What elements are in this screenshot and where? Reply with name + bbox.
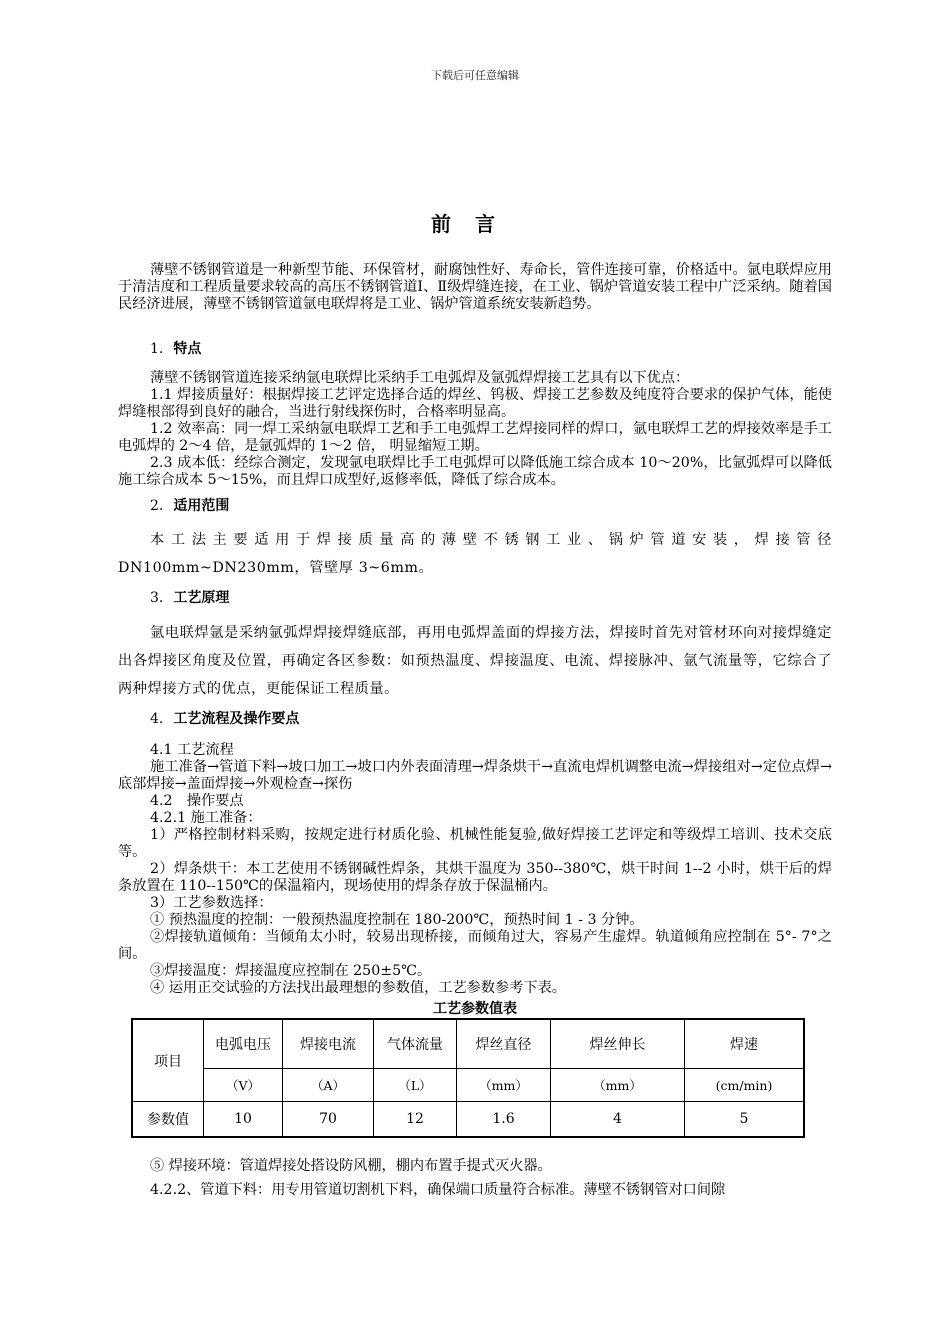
column-name-cell: 焊丝直径	[457, 1019, 551, 1069]
after-table-body	[118, 1154, 832, 1202]
unit-cell: （mm）	[457, 1069, 551, 1102]
section-4-body	[118, 742, 832, 997]
parameter-table	[131, 1018, 805, 1138]
section-1-number: 1.	[150, 341, 164, 357]
section-2-number: 2.	[150, 498, 164, 514]
table-header-row	[132, 1019, 804, 1069]
unit-cell: （L）	[374, 1069, 457, 1102]
column-name-cell: 焊接电流	[283, 1019, 374, 1069]
intro-text: 薄壁不锈钢管道是一种新型节能、环保管材，耐腐蚀性好、寿命长，管件连接可靠，价格适中。氩电联焊应用于清洁度和工程质量要求较高的高压不锈钢管道Ⅰ、Ⅱ级焊缝连接，在工业、锅炉管道安装工程中广泛采纳。随着国民经济进展，薄壁不锈钢管道氩电联焊将是工业、锅炉管道系统安装新趋势。	[118, 262, 832, 312]
unit-cell: （V）	[204, 1069, 283, 1102]
unit-cell: （A）	[283, 1069, 374, 1102]
section-3-number: 3.	[150, 590, 164, 606]
intro-paragraph	[118, 262, 832, 313]
preparation-heading: 4.2.1 施工准备：	[150, 810, 262, 826]
section-3-title: 工艺原理	[173, 590, 230, 606]
section-3-text: 氩电联焊氩是采纳氩弧焊焊接焊缝底部，再用电弧焊盖面的焊接方法，焊接时首先对管材环向对接焊缝定出各焊接区角度及位置，再确定各区参数：如预热温度、焊接温度、电流、焊接脉冲、氩气流量等，它综合了两种焊接方式的优点，更能保证工程质量。	[118, 625, 832, 697]
parameter-selection-heading: 3）工艺参数选择：	[150, 895, 273, 911]
parameter-item-1: ① 预热温度的控制：一般预热温度控制在 180-200℃，预热时间 1 - 3 分钟。	[150, 912, 644, 928]
value-label-cell: 参数值	[132, 1102, 204, 1138]
section-1-body	[118, 370, 832, 489]
section-4-title: 工艺流程及操作要点	[173, 711, 300, 727]
page-title: 前言	[431, 212, 519, 236]
parameter-item-2: ②焊接轨道倾角：当倾角太小时，较易出现桥接，而倾角过大，容易产生虚焊。轨道倾角应控制在 5°- 7°之间。	[118, 929, 832, 962]
cutting-paragraph: 4.2.2、管道下料：用专用管道切割机下料，确保端口质量符合标准。薄壁不锈钢管对口间隙	[150, 1182, 726, 1198]
section-1-item-1: 1.1 焊接质量好：根据焊接工艺评定选择合适的焊丝、钨极、焊接工艺参数及纯度符合要求的保护气体，能使焊缝根部得到良好的融合，当进行射线探伤时，合格率明显高。	[118, 387, 832, 420]
value-cell: 5	[685, 1102, 805, 1138]
section-4-heading	[150, 711, 299, 728]
section-1-item-2: 1.2 效率高：同一焊工采纳氩电联焊工艺和手工电弧焊工艺焊接同样的焊口，氩电联焊工艺的焊接效率是手工电弧焊的 2～4 倍，是氩弧焊的 1～2 倍， 明显缩短工期。	[118, 421, 832, 454]
column-name-cell: 气体流量	[374, 1019, 457, 1069]
column-name-cell: 焊速	[685, 1019, 805, 1069]
section-3-heading	[150, 590, 229, 607]
parameter-item-4: ④ 运用正交试验的方法找出最理想的参数值，工艺参数参考下表。	[150, 980, 566, 996]
section-1-title: 特点	[173, 341, 202, 357]
section-1-lead: 薄壁不锈钢管道连接采纳氩电联焊比采纳手工电弧焊及氩弧焊焊接工艺具有以下优点：	[150, 370, 690, 386]
value-cell: 10	[204, 1102, 283, 1138]
section-1-item-3: 2.3 成本低：经综合测定，发现氩电联焊比手工电弧焊可以降低施工综合成本 10～20%，比氩弧焊可以降低施工综合成本 5～15%，而且焊口成型好,返修率低，降低了综合成本。	[118, 455, 832, 488]
column-name-cell: 电弧电压	[204, 1019, 283, 1069]
parameter-item-3: ③焊接温度：焊接温度应控制在 250±5℃。	[150, 963, 432, 979]
table-unit-row	[132, 1069, 804, 1102]
section-3-body	[118, 619, 832, 703]
value-cell: 1.6	[457, 1102, 551, 1138]
section-2-body	[118, 526, 832, 582]
process-flow-heading: 4.1 工艺流程	[150, 742, 234, 758]
process-flow-text: 施工准备→管道下料→坡口加工→坡口内外表面清理→焊条烘干→直流电焊机调整电流→焊接组对→定位点焊→底部焊接→盖面焊接→外观检查→探伤	[118, 759, 832, 792]
value-cell: 12	[374, 1102, 457, 1138]
table-value-row	[132, 1102, 804, 1138]
section-4-number: 4.	[150, 711, 164, 727]
header-note: 下载后可任意编辑	[431, 69, 519, 82]
section-1-heading	[150, 341, 201, 358]
column-name-cell: 焊丝伸长	[551, 1019, 685, 1069]
unit-cell: （mm）	[551, 1069, 685, 1102]
table-title: 工艺参数值表	[433, 1001, 517, 1017]
row-header-cell: 项目	[132, 1019, 204, 1102]
section-2-title: 适用范围	[173, 498, 230, 514]
value-cell: 4	[551, 1102, 685, 1138]
preparation-item-2: 2）焊条烘干：本工艺使用不锈钢碱性焊条，其烘干温度为 350--380℃，烘干时间 1--2 小时，烘干后的焊条放置在 110--150℃的保温箱内，现场使用的焊条存放于保温桶内。	[118, 861, 832, 894]
key-points-heading: 4.2 操作要点	[150, 793, 244, 809]
preparation-item-1: 1）严格控制材料采购，按规定进行材质化验、机械性能复验,做好焊接工艺评定和等级焊工培训、技术交底等。	[118, 827, 832, 860]
section-2-heading	[150, 498, 229, 515]
section-2-text: 本工法主要适用于焊接质量高的薄壁不锈钢工业、锅炉管道安装，焊接管径 DN100mm~DN230mm，管壁厚 3~6mm。	[118, 532, 832, 576]
value-cell: 70	[283, 1102, 374, 1138]
environment-paragraph: ⑤ 焊接环境：管道焊接处搭设防风棚，棚内布置手提式灭火器。	[150, 1158, 552, 1174]
unit-cell: (cm/min)	[685, 1069, 805, 1102]
